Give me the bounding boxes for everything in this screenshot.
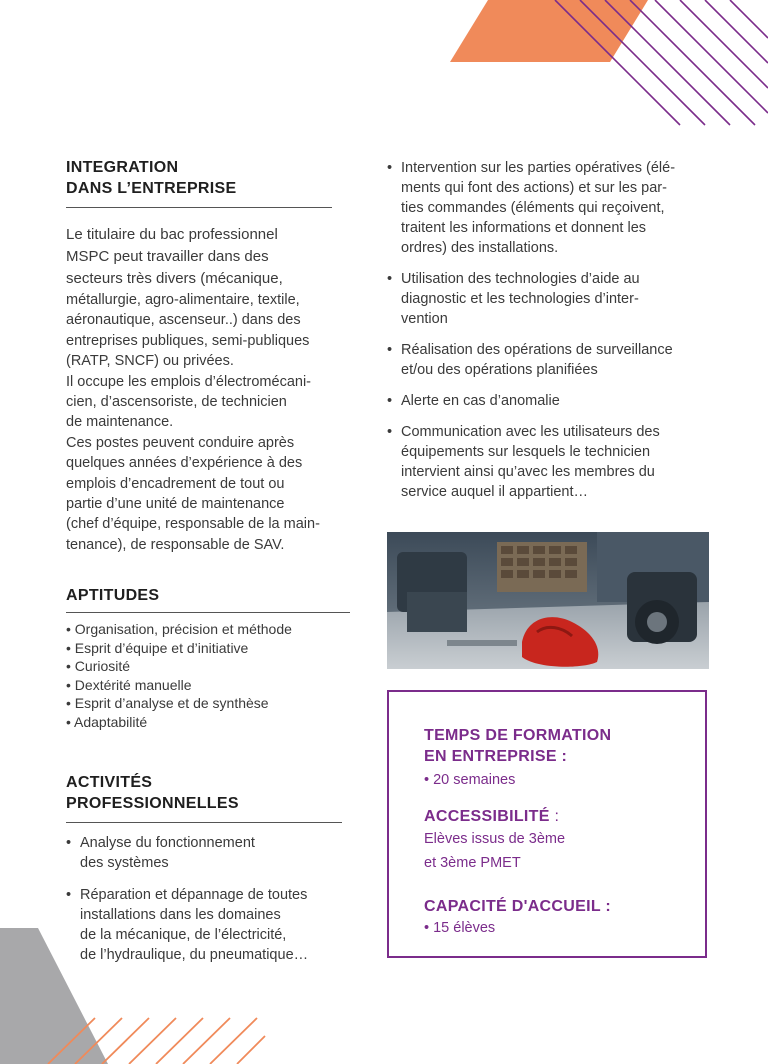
activites-heading-line2: PROFESSIONNELLES bbox=[66, 795, 239, 812]
integration-line: Ces postes peuvent conduire après bbox=[66, 434, 295, 451]
list-item-line: ments qui font des actions) et sur les par- bbox=[401, 180, 667, 196]
list-item: • Adaptabilité bbox=[66, 713, 148, 730]
list-item-line: • Alerte en cas d’anomalie bbox=[401, 393, 560, 409]
list-item-line: intervient ainsi qu’avec les membres du bbox=[401, 464, 655, 480]
aptitudes-heading-text: APTITUDES bbox=[66, 587, 160, 604]
activites-left-list bbox=[66, 833, 308, 965]
integration-paragraph bbox=[66, 224, 320, 555]
list-item-line: traitent les informations et donnent les bbox=[401, 220, 647, 236]
integration-line: MSPC peut travailler dans des bbox=[66, 248, 269, 265]
list-item-line: des systèmes bbox=[80, 855, 169, 871]
list-item-line: • Réparation et dépannage de toutes bbox=[80, 887, 308, 903]
list-item bbox=[387, 340, 675, 380]
list-item bbox=[66, 885, 308, 965]
list-item-line: ties commandes (éléments qui reçoivent, bbox=[401, 200, 665, 216]
orange-parallelogram bbox=[450, 0, 648, 62]
list-item-line: installations dans les domaines bbox=[80, 907, 281, 923]
capacite-accueil-heading: CAPACITÉ D'ACCUEIL : bbox=[424, 898, 611, 915]
integration-heading-line1: INTEGRATION bbox=[66, 159, 179, 176]
integration-line: (RATP, SNCF) ou privées. bbox=[66, 353, 234, 370]
temps-formation-heading-line1: TEMPS DE FORMATION bbox=[424, 727, 612, 744]
integration-line: cien, d’ascensoriste, de technicien bbox=[66, 394, 287, 411]
list-item: • Esprit d’analyse et de synthèse bbox=[66, 695, 269, 711]
info-box bbox=[387, 690, 707, 958]
integration-line: tenance), de responsable de SAV. bbox=[66, 536, 285, 553]
capacite-accueil-value: • 15 élèves bbox=[424, 920, 496, 936]
integration-line: aéronautique, ascenseur..) dans des bbox=[66, 312, 301, 329]
list-item: • Dextérité manuelle bbox=[66, 676, 192, 693]
list-item bbox=[387, 269, 675, 329]
integration-line: métallurgie, agro-alimentaire, textile, bbox=[66, 292, 300, 308]
integration-line: secteurs très divers (mécanique, bbox=[66, 270, 283, 287]
list-item-line: diagnostic et les technologies d’inter- bbox=[401, 291, 639, 307]
integration-line: de maintenance. bbox=[66, 414, 174, 431]
integration-rule bbox=[66, 207, 332, 208]
integration-line: Le titulaire du bac professionnel bbox=[66, 226, 278, 243]
integration-heading bbox=[66, 157, 236, 199]
integration-line: quelques années d’expérience à des bbox=[66, 455, 303, 472]
list-item-line: vention bbox=[401, 311, 448, 327]
integration-heading-line2: DANS L’ENTREPRISE bbox=[66, 180, 237, 197]
aptitudes-heading bbox=[66, 585, 159, 606]
temps-formation-heading-line2: EN ENTREPRISE : bbox=[424, 748, 568, 765]
accessibilite-heading-text: ACCESSIBILITÉ bbox=[424, 808, 550, 825]
accessibilite-heading bbox=[424, 806, 559, 827]
list-item-line: • Analyse du fonctionnement bbox=[80, 835, 255, 851]
list-item-line: et/ou des opérations planifiées bbox=[401, 362, 598, 378]
workshop-photo bbox=[387, 532, 709, 669]
accessibilite-line1: Elèves issus de 3ème bbox=[424, 831, 566, 847]
list-item-line: • Utilisation des technologies d’aide au bbox=[401, 271, 640, 287]
integration-line: (chef d’équipe, responsable de la main- bbox=[66, 516, 320, 533]
activites-heading bbox=[66, 772, 239, 814]
workshop-illustration bbox=[387, 532, 709, 669]
integration-line: partie d’une unité de maintenance bbox=[66, 496, 285, 513]
aptitudes-rule bbox=[66, 612, 350, 613]
list-item-line: • Communication avec les utilisateurs des bbox=[401, 424, 660, 440]
list-item-line: de l’hydraulique, du pneumatique… bbox=[80, 947, 309, 963]
list-item bbox=[66, 833, 308, 873]
list-item bbox=[387, 158, 675, 258]
integration-line: emplois d’encadrement de tout ou bbox=[66, 475, 285, 492]
activites-rule bbox=[66, 822, 342, 823]
aptitudes-list bbox=[66, 620, 292, 731]
list-item: • Organisation, précision et méthode bbox=[66, 621, 292, 637]
temps-formation-heading bbox=[424, 725, 611, 767]
list-item-line: service auquel il appartient… bbox=[401, 484, 588, 500]
integration-line: entreprises publiques, semi-publiques bbox=[66, 332, 310, 349]
list-item-line: • Réalisation des opérations de surveillance bbox=[401, 342, 673, 358]
integration-line: Il occupe les emplois d’électromécani- bbox=[66, 373, 311, 390]
list-item: • Esprit d’équipe et d’initiative bbox=[66, 639, 249, 656]
list-item bbox=[387, 391, 675, 411]
list-item: • Curiosité bbox=[66, 658, 131, 674]
list-item bbox=[387, 422, 675, 502]
list-item-line: équipements sur lesquels le technicien bbox=[401, 444, 651, 460]
list-item-line: ordres) des installations. bbox=[401, 240, 559, 256]
list-item-line: de la mécanique, de l’électricité, bbox=[80, 927, 287, 943]
list-item-line: • Intervention sur les parties opératives (élé- bbox=[401, 160, 676, 176]
activites-heading-line1: ACTIVITÉS bbox=[66, 774, 153, 791]
activites-right-list bbox=[387, 158, 675, 502]
accessibilite-colon: : bbox=[549, 808, 560, 825]
temps-formation-value: • 20 semaines bbox=[424, 772, 516, 788]
accessibilite-line2: et 3ème PMET bbox=[424, 855, 521, 871]
